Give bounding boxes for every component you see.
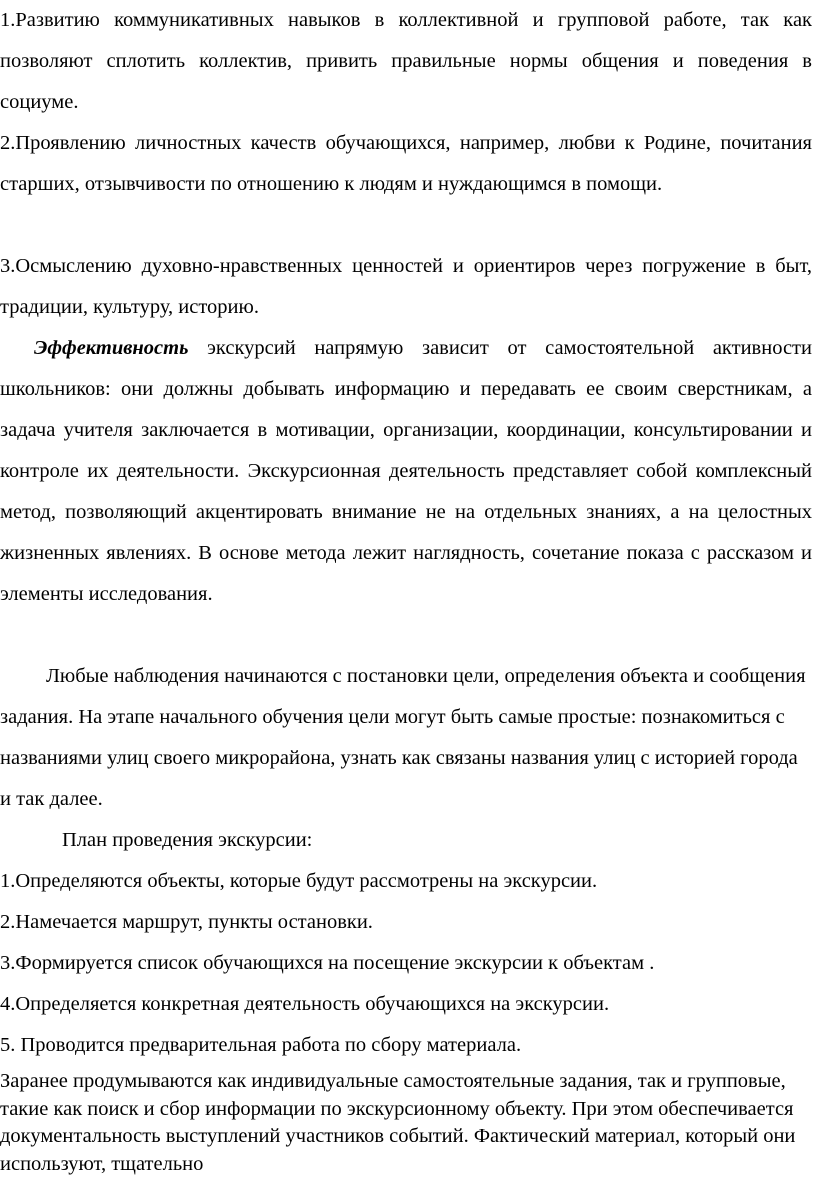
effectiveness-emphasis: Эффективность <box>34 337 189 359</box>
list-item-spiritual-values: 3.Осмыслению духовно-нравственных ценностей и ориентиров через погружение в быт, традиции, культуру, историю. <box>0 255 812 318</box>
plan-item: 3.Формируется список обучающихся на посещение экскурсии к объектам . <box>0 952 655 974</box>
plan-title: План проведения экскурсии: <box>62 829 313 851</box>
paragraph-effectiveness <box>0 328 812 615</box>
plan-item: 4.Определяется конкретная деятельность обучающихся на экскурсии. <box>0 993 610 1015</box>
paragraph-closing: Заранее продумываются как индивидуальные самостоятельные задания, так и групповые, такие как поиск и сбор информации по экскурсионному объекту. При этом обеспечивается документальность выступлений участников событий. Фактический материал, который они используют, тщательно <box>0 1070 796 1175</box>
list-item-personal-qualities: 2.Проявлению личностных качеств обучающихся, например, любви к Родине, почитания старших, отзывчивости по отношению к людям и нуждающимся в помощи. <box>0 132 812 195</box>
paragraph-observations: Любые наблюдения начинаются с постановки цели, определения объекта и сообщения задания. На этапе начального обучения цели могут быть самые простые: познакомиться с названиями улиц своего микрорайона, узнать как связаны названия улиц с историей города и так далее. <box>0 665 806 810</box>
plan-item: 2.Намечается маршрут, пункты остановки. <box>0 911 373 933</box>
plan-item: 5. Проводится предварительная работа по сбору материала. <box>0 1034 522 1056</box>
effectiveness-text: экскурсий напрямую зависит от самостоятельной активности школьников: они должны добывать информацию и передавать ее своим сверстникам, а задача учителя заключается в мотивации, организации, координации, консультировании и контроле их деятельности. Экскурсионная деятельность представляет собой комплексный метод, позволяющий акцентировать внимание не на отдельных знаниях, а на целостных жизненных явлениях. В основе метода лежит наглядность, сочетание показа с рассказом и элементы исследования. <box>0 337 812 605</box>
plan-item: 1.Определяются объекты, которые будут рассмотрены на экскурсии. <box>0 870 598 892</box>
list-item-communication-skills: 1.Развитию коммуникативных навыков в коллективной и групповой работе, так как позволяют сплотить коллектив, привить правильные нормы общения и поведения в социуме. <box>0 9 812 113</box>
